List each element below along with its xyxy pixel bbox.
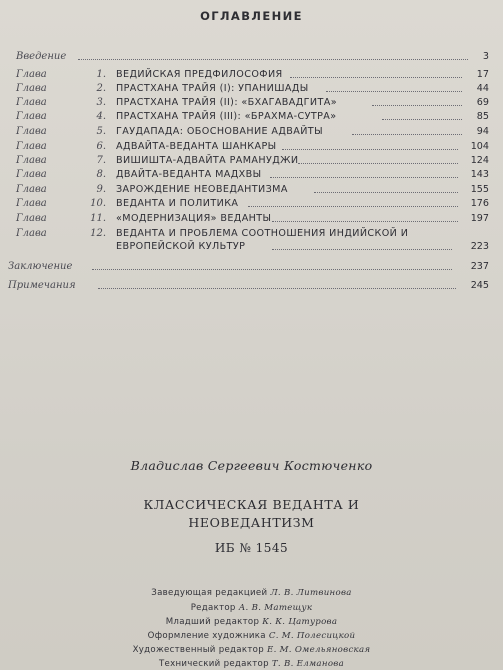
toc-page-number: 104 bbox=[470, 141, 489, 152]
credit-name: С. М. Полесицкой bbox=[268, 631, 356, 641]
toc-chapter-number: 5. bbox=[96, 126, 106, 137]
book-title-line-1: КЛАССИЧЕСКАЯ ВЕДАНТА И bbox=[143, 497, 360, 512]
toc-label: Глава bbox=[16, 155, 47, 166]
toc-chapter-number: 3. bbox=[96, 97, 106, 108]
credit-line bbox=[0, 588, 503, 598]
author-name: Владислав Сергеевич Костюченко bbox=[130, 458, 373, 473]
toc-entry-notes bbox=[0, 279, 503, 292]
toc-entry-chapter bbox=[0, 82, 503, 95]
dot-leader bbox=[290, 77, 462, 78]
toc-page-number: 237 bbox=[470, 261, 489, 272]
toc-entry-chapter bbox=[0, 140, 503, 153]
credit-line bbox=[0, 631, 503, 641]
toc-entry-chapter bbox=[0, 197, 503, 210]
ib-number: ИБ № 1545 bbox=[214, 541, 289, 555]
toc-chapter-title: ЗАРОЖДЕНИЕ НЕОВЕДАНТИЗМА bbox=[116, 184, 288, 195]
dot-leader bbox=[92, 269, 452, 270]
toc-chapter-title: ПРАСТХАНА ТРАЙЯ (I): УПАНИШАДЫ bbox=[116, 83, 309, 94]
toc-label: Заключение bbox=[8, 261, 73, 272]
toc-chapter-number: 6. bbox=[96, 141, 106, 152]
dot-leader bbox=[78, 59, 468, 60]
toc-label: Глава bbox=[16, 169, 47, 180]
toc-chapter-number: 1. bbox=[96, 69, 106, 80]
toc-page-number: 197 bbox=[470, 213, 489, 224]
toc-chapter-number: 12. bbox=[90, 228, 106, 239]
toc-page-number: 69 bbox=[476, 97, 489, 108]
toc-entry-chapter bbox=[0, 168, 503, 181]
dot-leader bbox=[352, 134, 462, 135]
dot-leader bbox=[382, 119, 462, 120]
toc-entry-chapter bbox=[0, 183, 503, 196]
toc-chapter-number: 8. bbox=[96, 169, 106, 180]
dot-leader bbox=[270, 177, 458, 178]
toc-entry-chapter bbox=[0, 68, 503, 81]
toc-chapter-title-cont: ЕВРОПЕЙСКОЙ КУЛЬТУР bbox=[116, 241, 246, 252]
dot-leader bbox=[272, 249, 452, 250]
toc-entry-chapter bbox=[0, 212, 503, 225]
book-title-line-2: НЕОВЕДАНТИЗМ bbox=[188, 515, 315, 530]
dot-leader bbox=[326, 91, 462, 92]
toc-label: Глава bbox=[16, 198, 47, 209]
credit-line bbox=[0, 659, 503, 669]
toc-entry-chapter bbox=[0, 125, 503, 138]
dot-leader bbox=[282, 149, 458, 150]
toc-entry-chapter bbox=[0, 227, 503, 240]
toc-chapter-title: ВЕДИЙСКАЯ ПРЕДФИЛОСОФИЯ bbox=[116, 69, 283, 80]
toc-entry-chapter bbox=[0, 154, 503, 167]
toc-page-number: 143 bbox=[470, 169, 489, 180]
credit-role: Художественный редактор bbox=[132, 645, 264, 655]
toc-label: Глава bbox=[16, 83, 47, 94]
credit-role: Заведующая редакцией bbox=[151, 588, 268, 598]
toc-chapter-title: ПРАСТХАНА ТРАЙЯ (III): «БРАХМА-СУТРА» bbox=[116, 111, 337, 122]
toc-chapter-title: ПРАСТХАНА ТРАЙЯ (II): «БХАГАВАДГИТА» bbox=[116, 97, 337, 108]
toc-entry-intro bbox=[0, 50, 503, 63]
dot-leader bbox=[248, 206, 458, 207]
toc-chapter-title: «МОДЕРНИЗАЦИЯ» ВЕДАНТЫ bbox=[116, 213, 272, 224]
credit-line bbox=[0, 617, 503, 627]
toc-page-number: 176 bbox=[470, 198, 489, 209]
toc-page-number: 44 bbox=[476, 83, 489, 94]
dot-leader bbox=[298, 163, 458, 164]
toc-page-number: 3 bbox=[482, 51, 489, 62]
credit-line bbox=[0, 603, 503, 613]
credit-role: Оформление художника bbox=[147, 631, 266, 641]
toc-chapter-title: ВЕДАНТА И ПОЛИТИКА bbox=[116, 198, 239, 209]
credit-name: Е. М. Омельяновская bbox=[267, 645, 371, 655]
dot-leader bbox=[272, 221, 458, 222]
toc-chapter-number: 9. bbox=[96, 184, 106, 195]
toc-entry-chapter-cont bbox=[0, 240, 503, 253]
dot-leader bbox=[372, 105, 462, 106]
toc-label: Введение bbox=[16, 51, 67, 62]
credit-role: Технический редактор bbox=[158, 659, 269, 669]
toc-label: Глава bbox=[16, 97, 47, 108]
toc-entry-chapter bbox=[0, 96, 503, 109]
toc-page-number: 85 bbox=[476, 111, 489, 122]
credit-name: А. В. Матещук bbox=[238, 603, 313, 613]
toc-chapter-title: ВЕДАНТА И ПРОБЛЕМА СООТНОШЕНИЯ ИНДИЙСКОЙ И bbox=[116, 228, 409, 239]
toc-label: Глава bbox=[16, 228, 47, 239]
toc-page-number: 94 bbox=[476, 126, 489, 137]
credit-line bbox=[0, 645, 503, 655]
toc-label: Глава bbox=[16, 141, 47, 152]
credit-role: Младший редактор bbox=[165, 617, 260, 627]
toc-entry-chapter bbox=[0, 110, 503, 123]
toc-label: Глава bbox=[16, 126, 47, 137]
toc-chapter-title: ДВАЙТА-ВЕДАНТА МАДХВЫ bbox=[116, 169, 262, 180]
toc-page-number: 17 bbox=[476, 69, 489, 80]
toc-page-number: 223 bbox=[470, 241, 489, 252]
toc-chapter-title: ВИШИШТА-АДВАЙТА РАМАНУДЖИ bbox=[116, 155, 299, 166]
toc-chapter-number: 10. bbox=[90, 198, 106, 209]
toc-chapter-title: АДВАЙТА-ВЕДАНТА ШАНКАРЫ bbox=[116, 141, 277, 152]
credit-role: Редактор bbox=[190, 603, 236, 613]
toc-label: Глава bbox=[16, 213, 47, 224]
toc-chapter-number: 2. bbox=[96, 83, 106, 94]
credit-name: Т. В. Елманова bbox=[271, 659, 345, 669]
toc-heading: ОГЛАВЛЕНИЕ bbox=[200, 9, 303, 23]
toc-label: Глава bbox=[16, 184, 47, 195]
toc-page-number: 245 bbox=[470, 280, 489, 291]
toc-chapter-number: 11. bbox=[90, 213, 106, 224]
dot-leader bbox=[98, 288, 456, 289]
toc-page-number: 124 bbox=[470, 155, 489, 166]
toc-chapter-title: ГАУДАПАДА: ОБОСНОВАНИЕ АДВАЙТЫ bbox=[116, 126, 323, 137]
toc-chapter-number: 4. bbox=[96, 111, 106, 122]
toc-label: Глава bbox=[16, 69, 47, 80]
toc-page-number: 155 bbox=[470, 184, 489, 195]
credit-name: К. К. Цатурова bbox=[262, 617, 338, 627]
toc-chapter-number: 7. bbox=[96, 155, 106, 166]
toc-entry-conclusion bbox=[0, 260, 503, 273]
toc-label: Примечания bbox=[8, 280, 76, 291]
credit-name: Л. В. Литвинова bbox=[270, 588, 352, 598]
dot-leader bbox=[314, 192, 458, 193]
toc-label: Глава bbox=[16, 111, 47, 122]
